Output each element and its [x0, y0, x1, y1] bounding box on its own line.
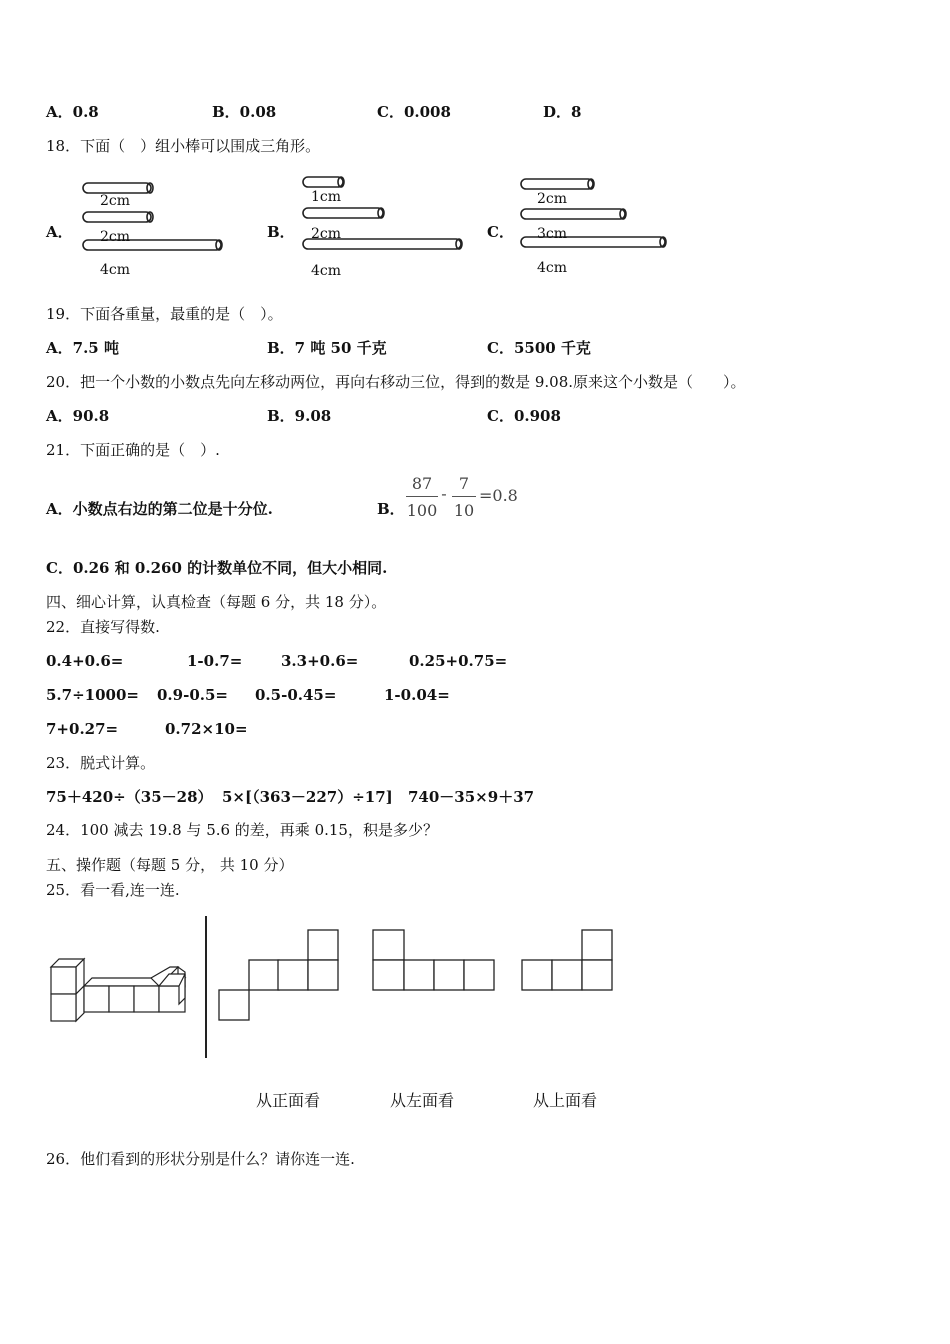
stick-length: 2cm [100, 193, 131, 209]
view-shape-2 [372, 928, 498, 994]
fraction-denominator: 100 [406, 501, 438, 520]
caption-top-view: 从上面看 [533, 1091, 598, 1110]
section-4-heading: 四、细心计算，认真检查（每题 6 分，共 18 分）。 [46, 593, 387, 611]
stick-length: 2cm [100, 229, 131, 245]
fraction-bar [406, 496, 438, 497]
stick [83, 212, 151, 222]
q22-item: 0.25+0.75= [409, 652, 508, 670]
fraction-denominator: 10 [453, 501, 475, 520]
stick [521, 179, 593, 189]
view-shape-1 [218, 928, 342, 1024]
q21-option-b-label[interactable]: B． [377, 500, 405, 518]
stick-length: 1cm [311, 189, 342, 205]
q20-option-a[interactable]: A．90.8 [46, 407, 110, 425]
stick [303, 208, 383, 218]
stick-length: 4cm [311, 263, 342, 279]
expression-result: =0.8 [479, 486, 518, 505]
q24-stem: 24．100 减去 19.8 与 5.6 的差，再乘 0.15，积是多少？ [46, 821, 438, 839]
q19-option-b[interactable]: B．7 吨 50 千克 [267, 339, 387, 357]
q26-stem: 26．他们看到的形状分别是什么？请你连一连. [46, 1150, 355, 1168]
fraction-bar [452, 496, 476, 497]
stick [303, 177, 343, 187]
q17-option-d[interactable]: D．8 [543, 103, 582, 121]
q21-option-a[interactable]: A．小数点右边的第二位是十分位. [46, 500, 273, 518]
divider-line [205, 916, 207, 1058]
fraction-numerator: 87 [411, 474, 433, 493]
q21-stem: 21．下面正确的是（ ）. [46, 441, 220, 459]
q19-option-c[interactable]: C．5500 千克 [487, 339, 591, 357]
cube-solid-figure [48, 958, 184, 1024]
q23-item: 5×[（363－227）÷17] [222, 788, 393, 806]
q20-option-c[interactable]: C．0.908 [487, 407, 561, 425]
stick-length: 4cm [100, 262, 131, 278]
q22-stem: 22．直接写得数. [46, 618, 160, 636]
section-5-heading: 五、操作题（每题 5 分， 共 10 分） [46, 856, 294, 874]
q20-stem: 20．把一个小数的小数点先向左移动两位，再向右移动三位，得到的数是 9.08.原来这个小数是（ ）。 [46, 373, 746, 391]
q20-option-b[interactable]: B．9.08 [267, 407, 332, 425]
q22-item: 5.7÷1000= [46, 686, 139, 704]
minus-sign: - [441, 484, 447, 503]
stick-length: 3cm [537, 226, 568, 242]
q22-item: 0.9-0.5= [157, 686, 228, 704]
q22-item: 1-0.7= [187, 652, 243, 670]
stick-length: 4cm [537, 260, 568, 276]
stick-length: 2cm [311, 226, 342, 242]
q22-item: 0.4+0.6= [46, 652, 124, 670]
q18-stem: 18．下面（ ）组小棒可以围成三角形。 [46, 137, 321, 155]
q23-item: 75＋420÷（35－28） [46, 788, 213, 806]
q18-option-b-label[interactable]: B． [267, 223, 295, 241]
stick-length: 2cm [537, 191, 568, 207]
q23-stem: 23．脱式计算。 [46, 754, 156, 772]
q18-option-a-label[interactable]: A． [46, 223, 73, 241]
q22-item: 0.5-0.45= [255, 686, 337, 704]
q22-item: 1-0.04= [384, 686, 450, 704]
q17-option-b[interactable]: B．0.08 [212, 103, 277, 121]
caption-left-view: 从左面看 [390, 1091, 455, 1110]
q17-option-c[interactable]: C．0.008 [377, 103, 451, 121]
q18-option-c-label[interactable]: C． [487, 223, 514, 241]
q21-option-c[interactable]: C．0.26 和 0.260 的计数单位不同，但大小相同. [46, 559, 388, 577]
q22-item: 3.3+0.6= [281, 652, 359, 670]
q19-option-a[interactable]: A．7.5 吨 [46, 339, 119, 357]
fraction-numerator: 7 [458, 474, 470, 493]
q25-stem: 25．看一看,连一连. [46, 881, 180, 899]
q22-item: 7+0.27= [46, 720, 119, 738]
q22-item: 0.72×10= [165, 720, 248, 738]
q23-item: 740－35×9＋37 [408, 788, 535, 806]
stick [521, 209, 625, 219]
q19-stem: 19．下面各重量，最重的是（ ）。 [46, 305, 283, 323]
caption-front-view: 从正面看 [256, 1091, 321, 1110]
q17-option-a[interactable]: A．0.8 [46, 103, 99, 121]
view-shape-3 [521, 928, 617, 994]
